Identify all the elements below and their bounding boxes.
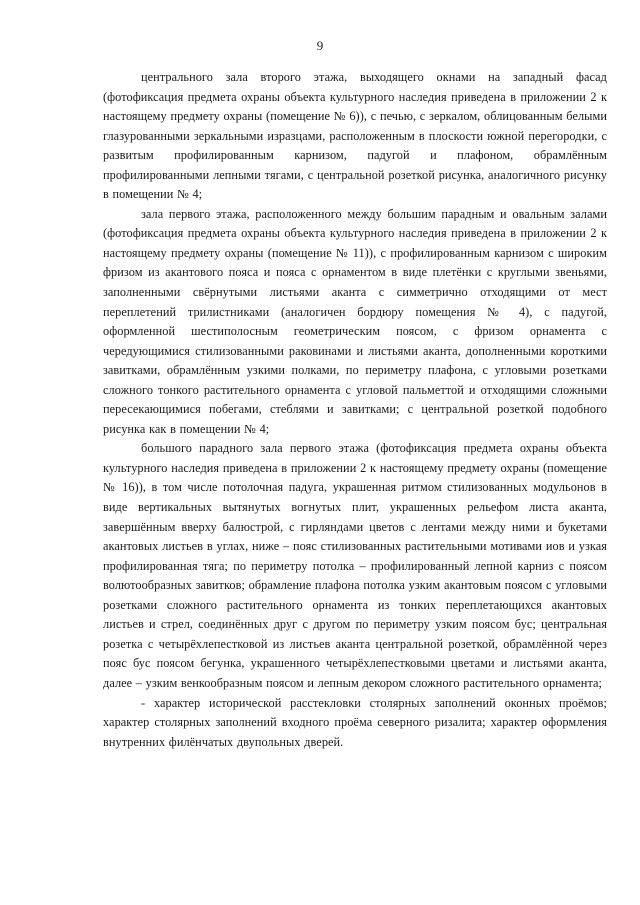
page-number: 9	[316, 38, 324, 53]
paragraph-central-hall: центрального зала второго этажа, выходящего окнами на западный фасад (фотофиксация предмета охраны объекта культурного наследия приведена в приложении 2 к настоящему предмету охраны (помещение № 6)), с печью, с зеркалом, облицованным белыми глазурованными зеркальными изразцами, расположенным в плоскости южной перегородки, с развитым профилированным карнизом, падугой и плафоном, обрамлённым профилированными лепными тягами, с центральной розеткой рисунка, аналогичного рисунку в помещении № 4;	[103, 70, 607, 202]
paragraph-grand-hall: большого парадного зала первого этажа (фотофиксация предмета охраны объекта культурного наследия приведена в приложении 2 к настоящему предмету охраны (помещение № 16)), в том числе потолочная падуга, украшенная ритмом стилизованных модульонов в виде вертикальных вытянутых вогнутых плит, украшенных рельефом листа аканта, завершённым вверху балюстрой, с гирляндами цветов с лентами между ними и букетами акантовых листьев в углах, ниже – пояс стилизованных растительными мотивами иов и узкая профилированная тяга; по периметру потолка – профилированный лепной карниз с поясом волютообразных завитков; обрамление плафона потолка узким акантовым поясом с угловыми розетками сложного растительного орнамента из тонких переплетающихся акантовых листьев и стрел, соединённых друг с другом по периметру узким поясом бус; центральная розетка с четырёхлепестковой из листьев аканта центральной розеткой, обрамлённой через пояс бус поясом бегунка, украшенного четырёхлепестковыми цветами и листьями аканта, далее – узким венкообразным поясом и лепным декором сложного растительного орнамента;	[103, 441, 607, 690]
paragraph-first-floor-hall: зала первого этажа, расположенного между большим парадным и овальным залами (фотофиксация предмета охраны объекта культурного наследия приведена в приложении 2 к настоящему предмету охраны (помещение № 11)), с профилированным карнизом с широким фризом из акантового пояса и пояса с орнаментом в виде плетёнки с круглыми звеньями, заполненными свёрнутыми листьями аканта с симметрично отходящими от мест переплетений трилистниками (аналогичен бордюру помещения № 4), с падугой, оформленной шестиполосным геометрическим поясом, с фризом орнамента с чередующимися стилизованными раковинами и листьями аканта, дополненными короткими завитками, обрамлённым узкими полками, по периметру плафона, с угловыми розетками сложного тонкого растительного орнамента с угловой пальметтой и отходящими сложными пересекающимися побегами, стеблями и завитками; с центральной розеткой подобного рисунка как в помещении № 4;	[103, 206, 607, 436]
body-text	[103, 68, 607, 752]
paragraph-joinery: - характер исторической расстекловки столярных заполнений оконных проёмов; характер столярных заполнений входного проёма северного ризалита; характер оформления внутренних филёнчатых двупольных дверей.	[103, 695, 607, 749]
